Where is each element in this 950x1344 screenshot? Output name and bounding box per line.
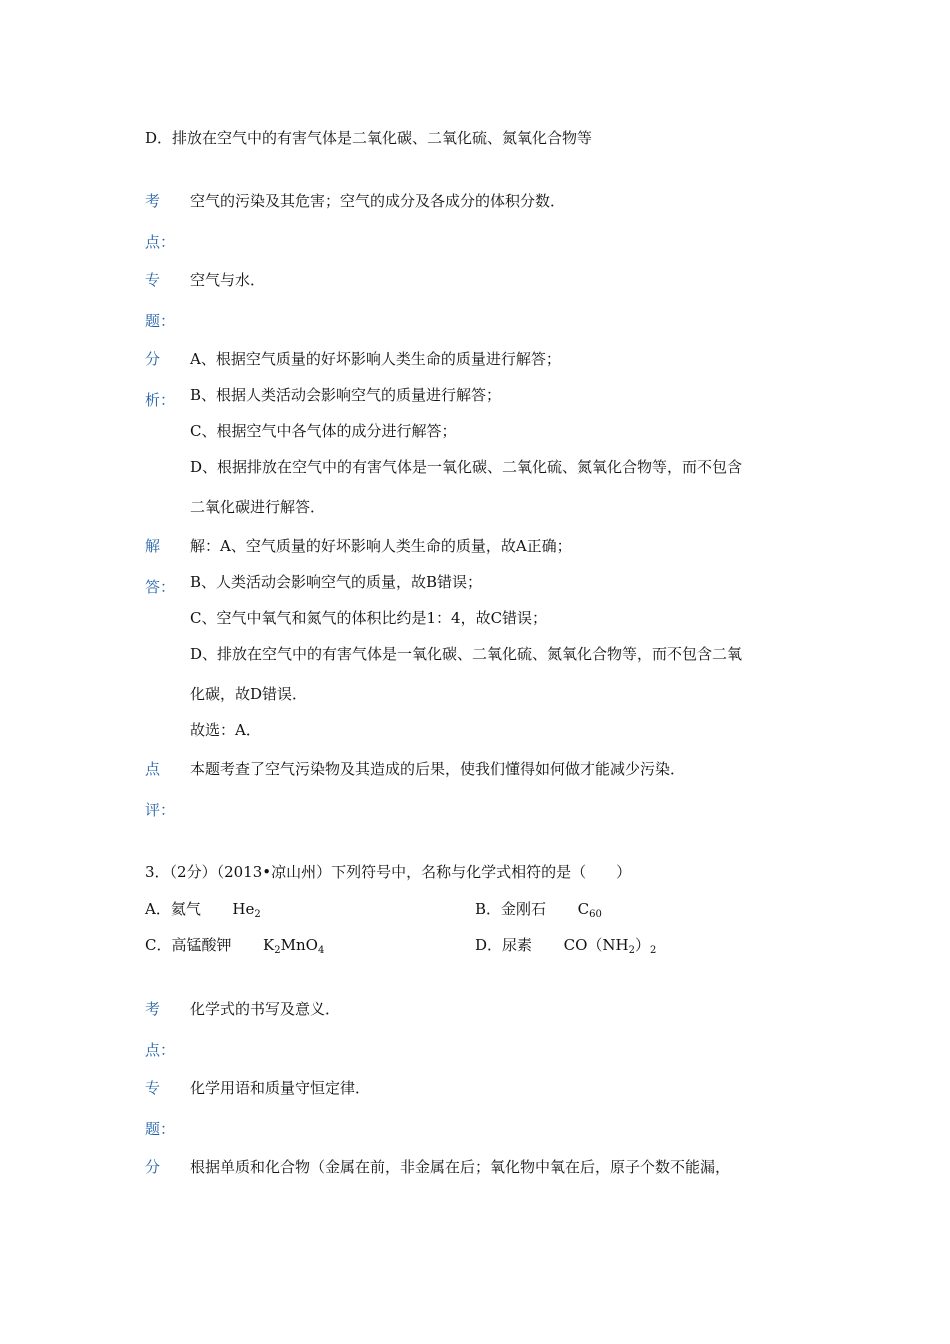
q3-option-a (145, 899, 261, 919)
q3-option-c-label: C．高锰酸钾 (145, 936, 232, 954)
q2-jieda-line: 化碳，故D错误． (190, 685, 308, 703)
q2-fenxi-label-1: 分 (145, 350, 161, 368)
q3-fenxi-text: 根据单质和化合物（金属在前，非金属在后；氧化物中氧在后，原子个数不能漏， (190, 1158, 731, 1176)
q2-dianping-label-1: 点 (145, 760, 161, 778)
q2-jieda-line: 解：A、空气质量的好坏影响人类生命的质量，故A正确； (190, 537, 572, 555)
q3-option-b-label: B．金刚石 (475, 900, 547, 918)
q2-jieda-label-2: 答： (145, 578, 176, 596)
q2-jieda-line: D、排放在空气中的有害气体是一氧化碳、二氧化硫、氮氧化合物等，而不包含二氧 (190, 645, 743, 663)
q3-option-b-formula: $C_{60}$ (577, 900, 602, 920)
q2-fenxi-line: D、根据排放在空气中的有害气体是一氧化碳、二氧化硫、氮氧化合物等，而不包含 (190, 458, 743, 476)
q2-dianping-text: 本题考查了空气污染物及其造成的后果，使我们懂得如何做才能减少污染． (190, 760, 686, 778)
q3-option-c (145, 935, 324, 955)
q2-kaodian-label-2: 点： (145, 233, 176, 251)
q3-question: 3．（2分）（2013•凉山州）下列符号中，名称与化学式相符的是（ ） (145, 863, 632, 881)
q3-option-d (475, 935, 656, 955)
q3-kaodian-label-2: 点： (145, 1041, 176, 1059)
q2-jieda-line: 故选：A． (190, 721, 261, 739)
q3-kaodian-text: 化学式的书写及意义． (190, 1000, 341, 1018)
q2-jieda-line: B、人类活动会影响空气的质量，故B错误； (190, 573, 483, 591)
q3-fenxi-label-1: 分 (145, 1158, 161, 1176)
q2-fenxi-line: A、根据空气质量的好坏影响人类生命的质量进行解答； (190, 350, 561, 368)
q2-kaodian-text: 空气的污染及其危害；空气的成分及各成分的体积分数． (190, 192, 566, 210)
q3-option-d-label: D．尿素 (475, 936, 533, 954)
q2-dianping-label-2: 评： (145, 801, 176, 819)
q2-jieda-line: C、空气中氧气和氮气的体积比约是1：4，故C错误； (190, 609, 548, 627)
q2-fenxi-line: C、根据空气中各气体的成分进行解答； (190, 422, 457, 440)
q2-zhuanti-label-2: 题： (145, 312, 176, 330)
q2-zhuanti-label-1: 专 (145, 271, 161, 289)
q3-option-a-label: A．氦气 (145, 900, 201, 918)
q3-zhuanti-label-2: 题： (145, 1120, 176, 1138)
q2-jieda-label-1: 解 (145, 537, 161, 555)
q3-option-c-formula: $K_2MnO_4$ (263, 936, 325, 956)
q2-fenxi-label-2: 析： (145, 391, 176, 409)
q2-zhuanti-text: 空气与水． (190, 271, 266, 289)
q2-kaodian-label-1: 考 (145, 192, 161, 210)
q3-zhuanti-label-1: 专 (145, 1079, 161, 1097)
q3-option-a-formula: $He_2$ (232, 900, 261, 920)
q2-fenxi-line: 二氧化碳进行解答． (190, 498, 326, 516)
q3-kaodian-label-1: 考 (145, 1000, 161, 1018)
q3-zhuanti-text: 化学用语和质量守恒定律． (190, 1079, 371, 1097)
q2-fenxi-line: B、根据人类活动会影响空气的质量进行解答； (190, 386, 502, 404)
q3-option-b (475, 899, 602, 919)
q2-option-d: D．排放在空气中的有害气体是二氧化碳、二氧化硫、氮氧化合物等 (145, 129, 593, 147)
q3-option-d-formula: $CO(NH_2)_2$ (563, 936, 657, 956)
